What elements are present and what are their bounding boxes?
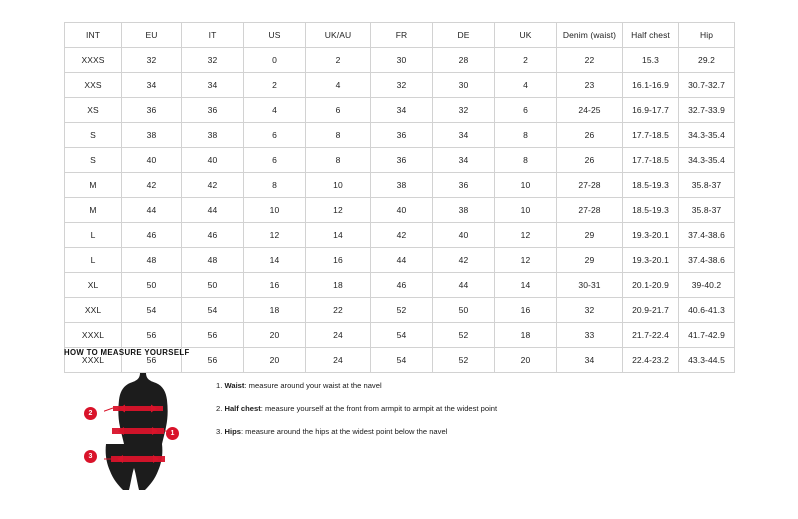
cell-us: 8 [244, 173, 306, 198]
cell-us: 12 [244, 223, 306, 248]
cell-eu: 36 [122, 98, 182, 123]
column-header-it: IT [182, 23, 244, 48]
cell-us: 0 [244, 48, 306, 73]
cell-half-chest: 17.7-18.5 [623, 148, 679, 173]
cell-half-chest: 20.9-21.7 [623, 298, 679, 323]
table-row [65, 48, 735, 73]
cell-it: 46 [182, 223, 244, 248]
table-row [65, 73, 735, 98]
cell-uk-au: 4 [306, 73, 371, 98]
measure-steps-list [216, 371, 497, 450]
cell-hip: 29.2 [679, 48, 735, 73]
cell-de: 38 [433, 198, 495, 223]
cell-half-chest: 20.1-20.9 [623, 273, 679, 298]
cell-uk-au: 24 [306, 323, 371, 348]
cell-uk: 10 [495, 198, 557, 223]
cell-fr: 46 [371, 273, 433, 298]
measure-badge-2: 2 [84, 407, 97, 420]
cell-uk: 16 [495, 298, 557, 323]
cell-hip: 35.8-37 [679, 198, 735, 223]
column-header-hip: Hip [679, 23, 735, 48]
column-header-uk-au: UK/AU [306, 23, 371, 48]
table-header-row [65, 23, 735, 48]
cell-eu: 44 [122, 198, 182, 223]
cell-us: 10 [244, 198, 306, 223]
cell-int: S [65, 148, 122, 173]
column-header-int: INT [65, 23, 122, 48]
cell-hip: 39-40.2 [679, 273, 735, 298]
table-row [65, 298, 735, 323]
cell-it: 32 [182, 48, 244, 73]
table-row [65, 123, 735, 148]
cell-de: 34 [433, 148, 495, 173]
cell-fr: 32 [371, 73, 433, 98]
cell-uk-au: 12 [306, 198, 371, 223]
cell-uk-au: 14 [306, 223, 371, 248]
table-body [65, 48, 735, 373]
cell-hip: 34.3-35.4 [679, 148, 735, 173]
cell-int: XS [65, 98, 122, 123]
cell-int: L [65, 248, 122, 273]
step-text-waist: : measure around your waist at the navel [244, 381, 382, 390]
mannequin-figure [84, 371, 194, 501]
measure-step-hips [216, 427, 497, 437]
cell-eu: 42 [122, 173, 182, 198]
cell-int: L [65, 223, 122, 248]
cell-hip: 37.4-38.6 [679, 248, 735, 273]
cell-us: 6 [244, 123, 306, 148]
cell-int: M [65, 198, 122, 223]
cell-it: 36 [182, 98, 244, 123]
cell-hip: 32.7-33.9 [679, 98, 735, 123]
cell-denim-waist: 29 [557, 248, 623, 273]
cell-uk-au: 10 [306, 173, 371, 198]
how-to-measure-body [64, 371, 744, 501]
cell-uk: 20 [495, 348, 557, 373]
cell-int: XXXL [65, 323, 122, 348]
cell-fr: 54 [371, 348, 433, 373]
table-row [65, 248, 735, 273]
cell-it: 50 [182, 273, 244, 298]
cell-int: M [65, 173, 122, 198]
cell-half-chest: 19.3-20.1 [623, 223, 679, 248]
measure-step-half-chest [216, 404, 497, 414]
cell-hip: 40.6-41.3 [679, 298, 735, 323]
cell-uk: 2 [495, 48, 557, 73]
cell-denim-waist: 22 [557, 48, 623, 73]
cell-uk-au: 6 [306, 98, 371, 123]
cell-us: 6 [244, 148, 306, 173]
measure-badge-3: 3 [84, 450, 97, 463]
cell-denim-waist: 29 [557, 223, 623, 248]
cell-half-chest: 21.7-22.4 [623, 323, 679, 348]
cell-us: 2 [244, 73, 306, 98]
cell-de: 40 [433, 223, 495, 248]
cell-uk-au: 8 [306, 148, 371, 173]
cell-us: 18 [244, 298, 306, 323]
cell-fr: 40 [371, 198, 433, 223]
cell-us: 4 [244, 98, 306, 123]
cell-denim-waist: 32 [557, 298, 623, 323]
column-header-de: DE [433, 23, 495, 48]
cell-de: 32 [433, 98, 495, 123]
cell-denim-waist: 30-31 [557, 273, 623, 298]
cell-hip: 43.3-44.5 [679, 348, 735, 373]
cell-eu: 38 [122, 123, 182, 148]
table-row [65, 223, 735, 248]
cell-it: 38 [182, 123, 244, 148]
cell-half-chest: 16.9-17.7 [623, 98, 679, 123]
cell-hip: 35.8-37 [679, 173, 735, 198]
cell-denim-waist: 27-28 [557, 198, 623, 223]
cell-de: 28 [433, 48, 495, 73]
cell-de: 50 [433, 298, 495, 323]
cell-half-chest: 18.5-19.3 [623, 198, 679, 223]
cell-eu: 32 [122, 48, 182, 73]
cell-eu: 46 [122, 223, 182, 248]
cell-uk: 6 [495, 98, 557, 123]
cell-de: 30 [433, 73, 495, 98]
step-term-hips: Hips [224, 426, 241, 436]
column-header-us: US [244, 23, 306, 48]
table-row [65, 273, 735, 298]
cell-denim-waist: 34 [557, 348, 623, 373]
step-term-waist: Waist [224, 381, 245, 390]
cell-denim-waist: 26 [557, 148, 623, 173]
step-text-half-chest: : measure yourself at the front from armpit to armpit at the widest point [260, 403, 498, 413]
cell-uk-au: 18 [306, 273, 371, 298]
cell-half-chest: 19.3-20.1 [623, 248, 679, 273]
cell-de: 52 [433, 348, 495, 373]
cell-uk: 8 [495, 123, 557, 148]
cell-eu: 40 [122, 148, 182, 173]
cell-uk-au: 8 [306, 123, 371, 148]
cell-denim-waist: 26 [557, 123, 623, 148]
step-term-half-chest: Half chest [224, 403, 261, 413]
cell-us: 16 [244, 273, 306, 298]
column-header-half-chest: Half chest [623, 23, 679, 48]
column-header-uk: UK [495, 23, 557, 48]
cell-hip: 34.3-35.4 [679, 123, 735, 148]
cell-half-chest: 16.1-16.9 [623, 73, 679, 98]
cell-half-chest: 22.4-23.2 [623, 348, 679, 373]
cell-int: XXL [65, 298, 122, 323]
cell-uk-au: 16 [306, 248, 371, 273]
cell-half-chest: 15.3 [623, 48, 679, 73]
cell-hip: 37.4-38.6 [679, 223, 735, 248]
cell-uk: 10 [495, 173, 557, 198]
size-table-container [64, 22, 734, 373]
column-header-eu: EU [122, 23, 182, 48]
cell-it: 54 [182, 298, 244, 323]
cell-denim-waist: 27-28 [557, 173, 623, 198]
cell-uk: 4 [495, 73, 557, 98]
cell-it: 34 [182, 73, 244, 98]
column-header-denim-waist: Denim (waist) [557, 23, 623, 48]
cell-uk-au: 22 [306, 298, 371, 323]
how-to-measure-section [64, 348, 744, 501]
cell-int: S [65, 123, 122, 148]
cell-fr: 54 [371, 323, 433, 348]
cell-int: XXXS [65, 48, 122, 73]
column-header-fr: FR [371, 23, 433, 48]
cell-de: 44 [433, 273, 495, 298]
cell-us: 14 [244, 248, 306, 273]
cell-de: 52 [433, 323, 495, 348]
cell-fr: 44 [371, 248, 433, 273]
cell-it: 40 [182, 148, 244, 173]
table-row [65, 198, 735, 223]
cell-de: 42 [433, 248, 495, 273]
cell-it: 44 [182, 198, 244, 223]
step-number-2: 2. [216, 403, 223, 413]
cell-eu: 56 [122, 348, 182, 373]
table-header [65, 23, 735, 48]
cell-half-chest: 17.7-18.5 [623, 123, 679, 148]
cell-int: XL [65, 273, 122, 298]
cell-eu: 54 [122, 298, 182, 323]
cell-fr: 36 [371, 148, 433, 173]
cell-fr: 34 [371, 98, 433, 123]
mannequin-illustration [104, 371, 172, 499]
cell-us: 20 [244, 348, 306, 373]
cell-fr: 36 [371, 123, 433, 148]
how-to-measure-title: HOW TO MEASURE YOURSELF [64, 348, 190, 357]
table-row [65, 148, 735, 173]
table-row [65, 323, 735, 348]
cell-eu: 48 [122, 248, 182, 273]
cell-fr: 52 [371, 298, 433, 323]
cell-fr: 42 [371, 223, 433, 248]
cell-eu: 56 [122, 323, 182, 348]
cell-eu: 34 [122, 73, 182, 98]
measure-step-waist [216, 381, 497, 391]
measure-badge-1: 1 [166, 427, 179, 440]
cell-uk: 8 [495, 148, 557, 173]
cell-eu: 50 [122, 273, 182, 298]
cell-uk: 12 [495, 223, 557, 248]
cell-denim-waist: 23 [557, 73, 623, 98]
cell-uk: 12 [495, 248, 557, 273]
cell-it: 56 [182, 323, 244, 348]
step-text-hips: : measure around the hips at the widest point below the navel [240, 426, 448, 436]
cell-fr: 30 [371, 48, 433, 73]
size-conversion-table [64, 22, 735, 373]
cell-uk: 18 [495, 323, 557, 348]
table-row [65, 98, 735, 123]
cell-uk: 14 [495, 273, 557, 298]
cell-de: 34 [433, 123, 495, 148]
cell-denim-waist: 33 [557, 323, 623, 348]
cell-int: XXXL [65, 348, 122, 373]
cell-hip: 41.7-42.9 [679, 323, 735, 348]
table-row [65, 173, 735, 198]
cell-half-chest: 18.5-19.3 [623, 173, 679, 198]
cell-it: 48 [182, 248, 244, 273]
cell-de: 36 [433, 173, 495, 198]
cell-uk-au: 2 [306, 48, 371, 73]
cell-int: XXS [65, 73, 122, 98]
cell-fr: 38 [371, 173, 433, 198]
cell-denim-waist: 24-25 [557, 98, 623, 123]
step-number-1: 1. [216, 381, 223, 390]
cell-uk-au: 24 [306, 348, 371, 373]
cell-hip: 30.7-32.7 [679, 73, 735, 98]
cell-us: 20 [244, 323, 306, 348]
cell-it: 56 [182, 348, 244, 373]
cell-it: 42 [182, 173, 244, 198]
step-number-3: 3. [216, 426, 223, 436]
